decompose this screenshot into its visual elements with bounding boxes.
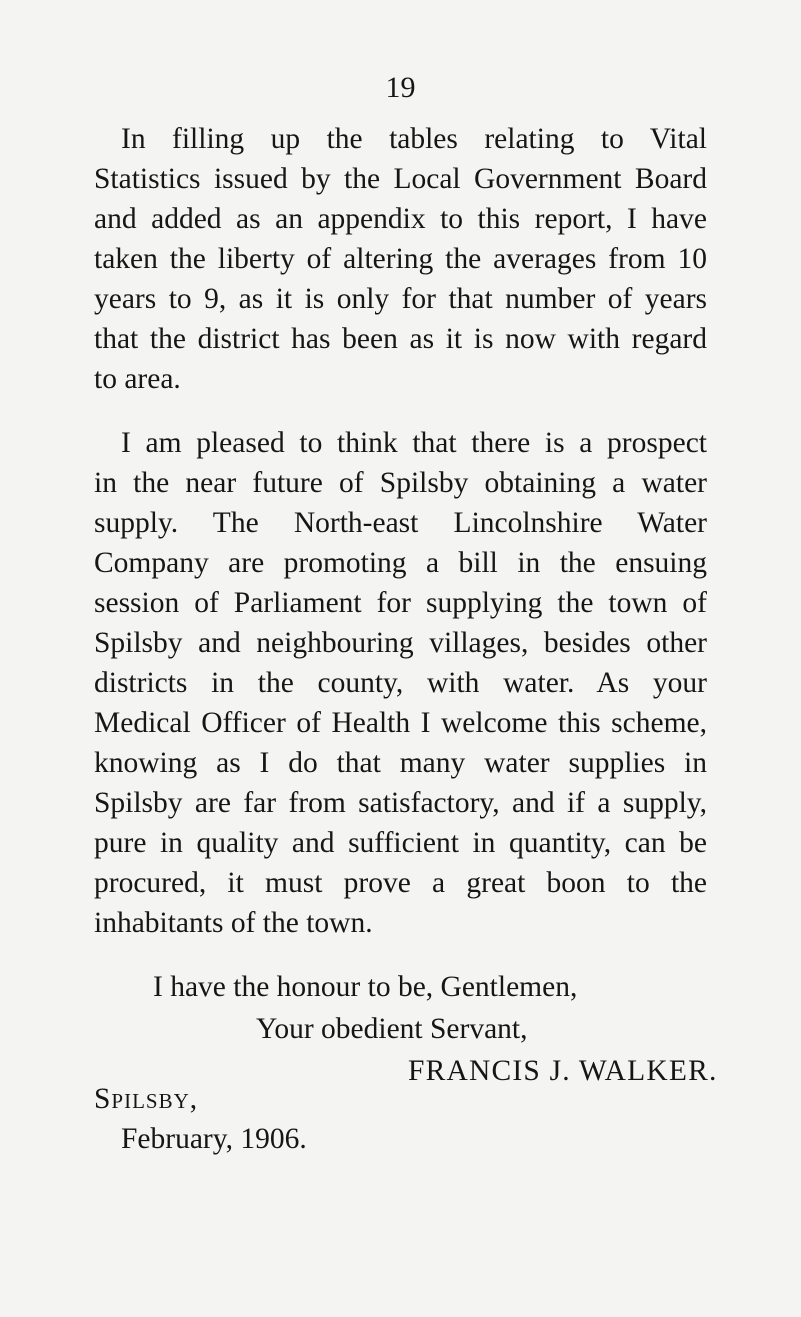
- paragraph-line: procured, it must prove a great boon to the: [94, 867, 707, 899]
- closing-salutation: I have the honour to be, Gentlemen,: [153, 971, 578, 1003]
- paragraph-line: inhabitants of the town.: [94, 907, 373, 939]
- paragraph-line: session of Parliament for supplying the town of: [94, 587, 707, 619]
- page-number: 19: [385, 71, 416, 104]
- paragraph-line: Spilsby are far from satisfactory, and if a supply,: [94, 787, 707, 819]
- paragraph-line: Medical Officer of Health I welcome this scheme,: [94, 707, 707, 739]
- paragraph-line: knowing as I do that many water supplies in: [94, 747, 707, 779]
- paragraph-line: In filling up the tables relating to Vital: [121, 123, 707, 155]
- paragraph-line: Statistics issued by the Local Government Board: [94, 163, 707, 195]
- paragraph-line: I am pleased to think that there is a prospect: [121, 427, 707, 459]
- paragraph-line: in the near future of Spilsby obtaining a water: [94, 467, 707, 499]
- signature-name: FRANCIS J. WALKER.: [408, 1055, 718, 1087]
- paragraph-line: to area.: [94, 363, 181, 395]
- paragraph-line: Company are promoting a bill in the ensuing: [94, 547, 707, 579]
- paragraph-line: that the district has been as it is now with regard: [94, 323, 707, 355]
- date-line: February, 1906.: [121, 1123, 307, 1155]
- paragraph-line: years to 9, as it is only for that number of years: [94, 283, 707, 315]
- paragraph-line: pure in quality and sufficient in quantity, can be: [94, 827, 707, 859]
- paragraph-line: Spilsby and neighbouring villages, besides other: [94, 627, 707, 659]
- paragraph-line: and added as an appendix to this report, I have: [94, 203, 707, 235]
- place-line: Spilsby,: [94, 1083, 199, 1115]
- paragraph-line: districts in the county, with water. As your: [94, 667, 707, 699]
- closing-valediction: Your obedient Servant,: [256, 1013, 528, 1045]
- paragraph-line: supply. The North-east Lincolnshire Water: [94, 507, 707, 539]
- paragraph-line: taken the liberty of altering the averages from 10: [94, 243, 707, 275]
